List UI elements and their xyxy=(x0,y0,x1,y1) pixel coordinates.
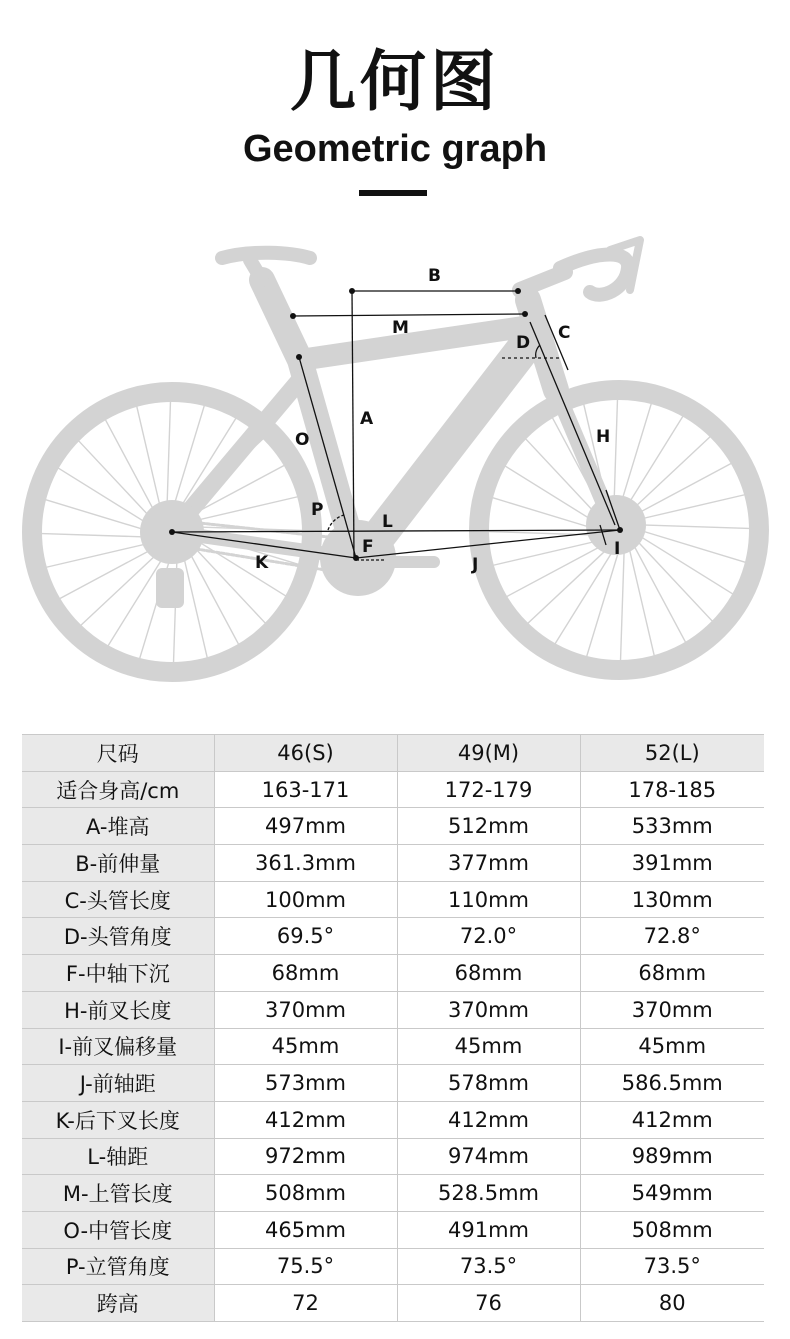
table-cell: 370mm xyxy=(397,991,580,1028)
table-cell: 72 xyxy=(214,1285,397,1322)
label-i: I xyxy=(614,539,621,559)
label-p: P xyxy=(311,500,324,520)
spoke xyxy=(528,547,609,623)
table-cell: 528.5mm xyxy=(397,1175,580,1212)
table-row xyxy=(22,845,764,882)
label-h: H xyxy=(596,427,611,447)
table-cell: 586.5mm xyxy=(580,1065,764,1102)
header-cell: 49(M) xyxy=(397,735,580,772)
rear-derailleur xyxy=(156,568,184,608)
table-cell: 491mm xyxy=(397,1211,580,1248)
table-cell: 73.5° xyxy=(397,1248,580,1285)
row-label: C-头管长度 xyxy=(22,881,214,918)
table-row xyxy=(22,1211,764,1248)
row-label: 适合身高/cm xyxy=(22,771,214,808)
label-f: F xyxy=(362,537,374,557)
row-label: 跨高 xyxy=(22,1285,214,1322)
row-label: F-中轴下沉 xyxy=(22,955,214,992)
table-cell: 497mm xyxy=(214,808,397,845)
table-cell: 45mm xyxy=(580,1028,764,1065)
spoke xyxy=(629,547,654,655)
table-cell: 412mm xyxy=(214,1101,397,1138)
line-m xyxy=(293,314,525,316)
table-cell: 465mm xyxy=(214,1211,397,1248)
row-label: L-轴距 xyxy=(22,1138,214,1175)
spoke xyxy=(79,441,155,522)
table-cell: 972mm xyxy=(214,1138,397,1175)
table-cell: 163-171 xyxy=(214,771,397,808)
label-k: K xyxy=(255,553,269,573)
table-cell: 974mm xyxy=(397,1138,580,1175)
table-cell: 75.5° xyxy=(214,1248,397,1285)
table-cell: 130mm xyxy=(580,881,764,918)
spoke xyxy=(47,542,155,567)
table-cell: 549mm xyxy=(580,1175,764,1212)
spoke xyxy=(42,534,153,538)
table-cell: 110mm xyxy=(397,881,580,918)
table-row xyxy=(22,1248,764,1285)
table-cell: 370mm xyxy=(580,991,764,1028)
table-cell: 377mm xyxy=(397,845,580,882)
table-cell: 533mm xyxy=(580,808,764,845)
bike-silhouette xyxy=(32,240,759,672)
table-cell: 573mm xyxy=(214,1065,397,1102)
header-cell: 46(S) xyxy=(214,735,397,772)
table-cell: 72.8° xyxy=(580,918,764,955)
table-cell: 68mm xyxy=(214,955,397,992)
table-row xyxy=(22,1138,764,1175)
table-cell: 45mm xyxy=(214,1028,397,1065)
table-cell: 370mm xyxy=(214,991,397,1028)
table-row xyxy=(22,1028,764,1065)
spoke xyxy=(81,549,162,625)
label-l: L xyxy=(382,512,393,532)
table-cell: 508mm xyxy=(214,1175,397,1212)
saddle xyxy=(222,253,310,258)
table-row xyxy=(22,808,764,845)
row-label: H-前叉长度 xyxy=(22,991,214,1028)
table-row xyxy=(22,1101,764,1138)
table-row xyxy=(22,991,764,1028)
bike-geometry-diagram xyxy=(0,220,790,690)
row-label: I-前叉偏移量 xyxy=(22,1028,214,1065)
table-cell: 178-185 xyxy=(580,771,764,808)
page-title: 几何图 xyxy=(290,43,500,120)
header-cell: 52(L) xyxy=(580,735,764,772)
table-cell: 172-179 xyxy=(397,771,580,808)
row-label: D-头管角度 xyxy=(22,918,214,955)
table-cell: 69.5° xyxy=(214,918,397,955)
table-cell: 361.3mm xyxy=(214,845,397,882)
spoke xyxy=(494,540,602,565)
title-divider xyxy=(359,190,427,196)
table-cell: 512mm xyxy=(397,808,580,845)
label-c: C xyxy=(558,323,571,343)
table-cell: 989mm xyxy=(580,1138,764,1175)
row-label: B-前伸量 xyxy=(22,845,214,882)
spoke xyxy=(621,549,625,660)
table-cell: 391mm xyxy=(580,845,764,882)
spoke xyxy=(182,549,207,657)
header-cell: 尺码 xyxy=(22,735,214,772)
table-row xyxy=(22,918,764,955)
table-cell: 72.0° xyxy=(397,918,580,955)
table-row xyxy=(22,881,764,918)
table-cell: 73.5° xyxy=(580,1248,764,1285)
spoke xyxy=(636,540,712,621)
label-a: A xyxy=(360,409,374,429)
row-label: A-堆高 xyxy=(22,808,214,845)
spoke xyxy=(614,400,618,511)
table-cell: 76 xyxy=(397,1285,580,1322)
top-tube xyxy=(300,326,530,360)
row-label: K-后下叉长度 xyxy=(22,1101,214,1138)
table-cell: 508mm xyxy=(580,1211,764,1248)
table-cell: 45mm xyxy=(397,1028,580,1065)
spoke xyxy=(137,407,162,515)
table-cell: 80 xyxy=(580,1285,764,1322)
head-tube xyxy=(528,300,556,390)
spoke xyxy=(167,402,171,513)
row-label: P-立管角度 xyxy=(22,1248,214,1285)
spoke xyxy=(636,495,744,520)
table-row xyxy=(22,1175,764,1212)
table-cell: 412mm xyxy=(580,1101,764,1138)
table-cell: 100mm xyxy=(214,881,397,918)
table-cell: 68mm xyxy=(397,955,580,992)
crank-arm xyxy=(360,556,440,568)
label-d: D xyxy=(516,333,531,353)
table-row xyxy=(22,955,764,992)
spoke xyxy=(629,437,710,513)
row-label: J-前轴距 xyxy=(22,1065,214,1102)
geometry-table xyxy=(22,734,764,1322)
spoke xyxy=(638,525,749,529)
table-cell: 68mm xyxy=(580,955,764,992)
row-label: M-上管长度 xyxy=(22,1175,214,1212)
page-subtitle: Geometric graph xyxy=(242,128,548,170)
table-row xyxy=(22,771,764,808)
table-header-row xyxy=(22,735,764,772)
label-j: J xyxy=(472,555,479,575)
table-row xyxy=(22,1285,764,1322)
table-cell: 578mm xyxy=(397,1065,580,1102)
label-b: B xyxy=(428,266,441,286)
table-row xyxy=(22,1065,764,1102)
row-label: O-中管长度 xyxy=(22,1211,214,1248)
label-m: M xyxy=(392,318,409,338)
label-o: O xyxy=(295,430,310,450)
table-cell: 412mm xyxy=(397,1101,580,1138)
